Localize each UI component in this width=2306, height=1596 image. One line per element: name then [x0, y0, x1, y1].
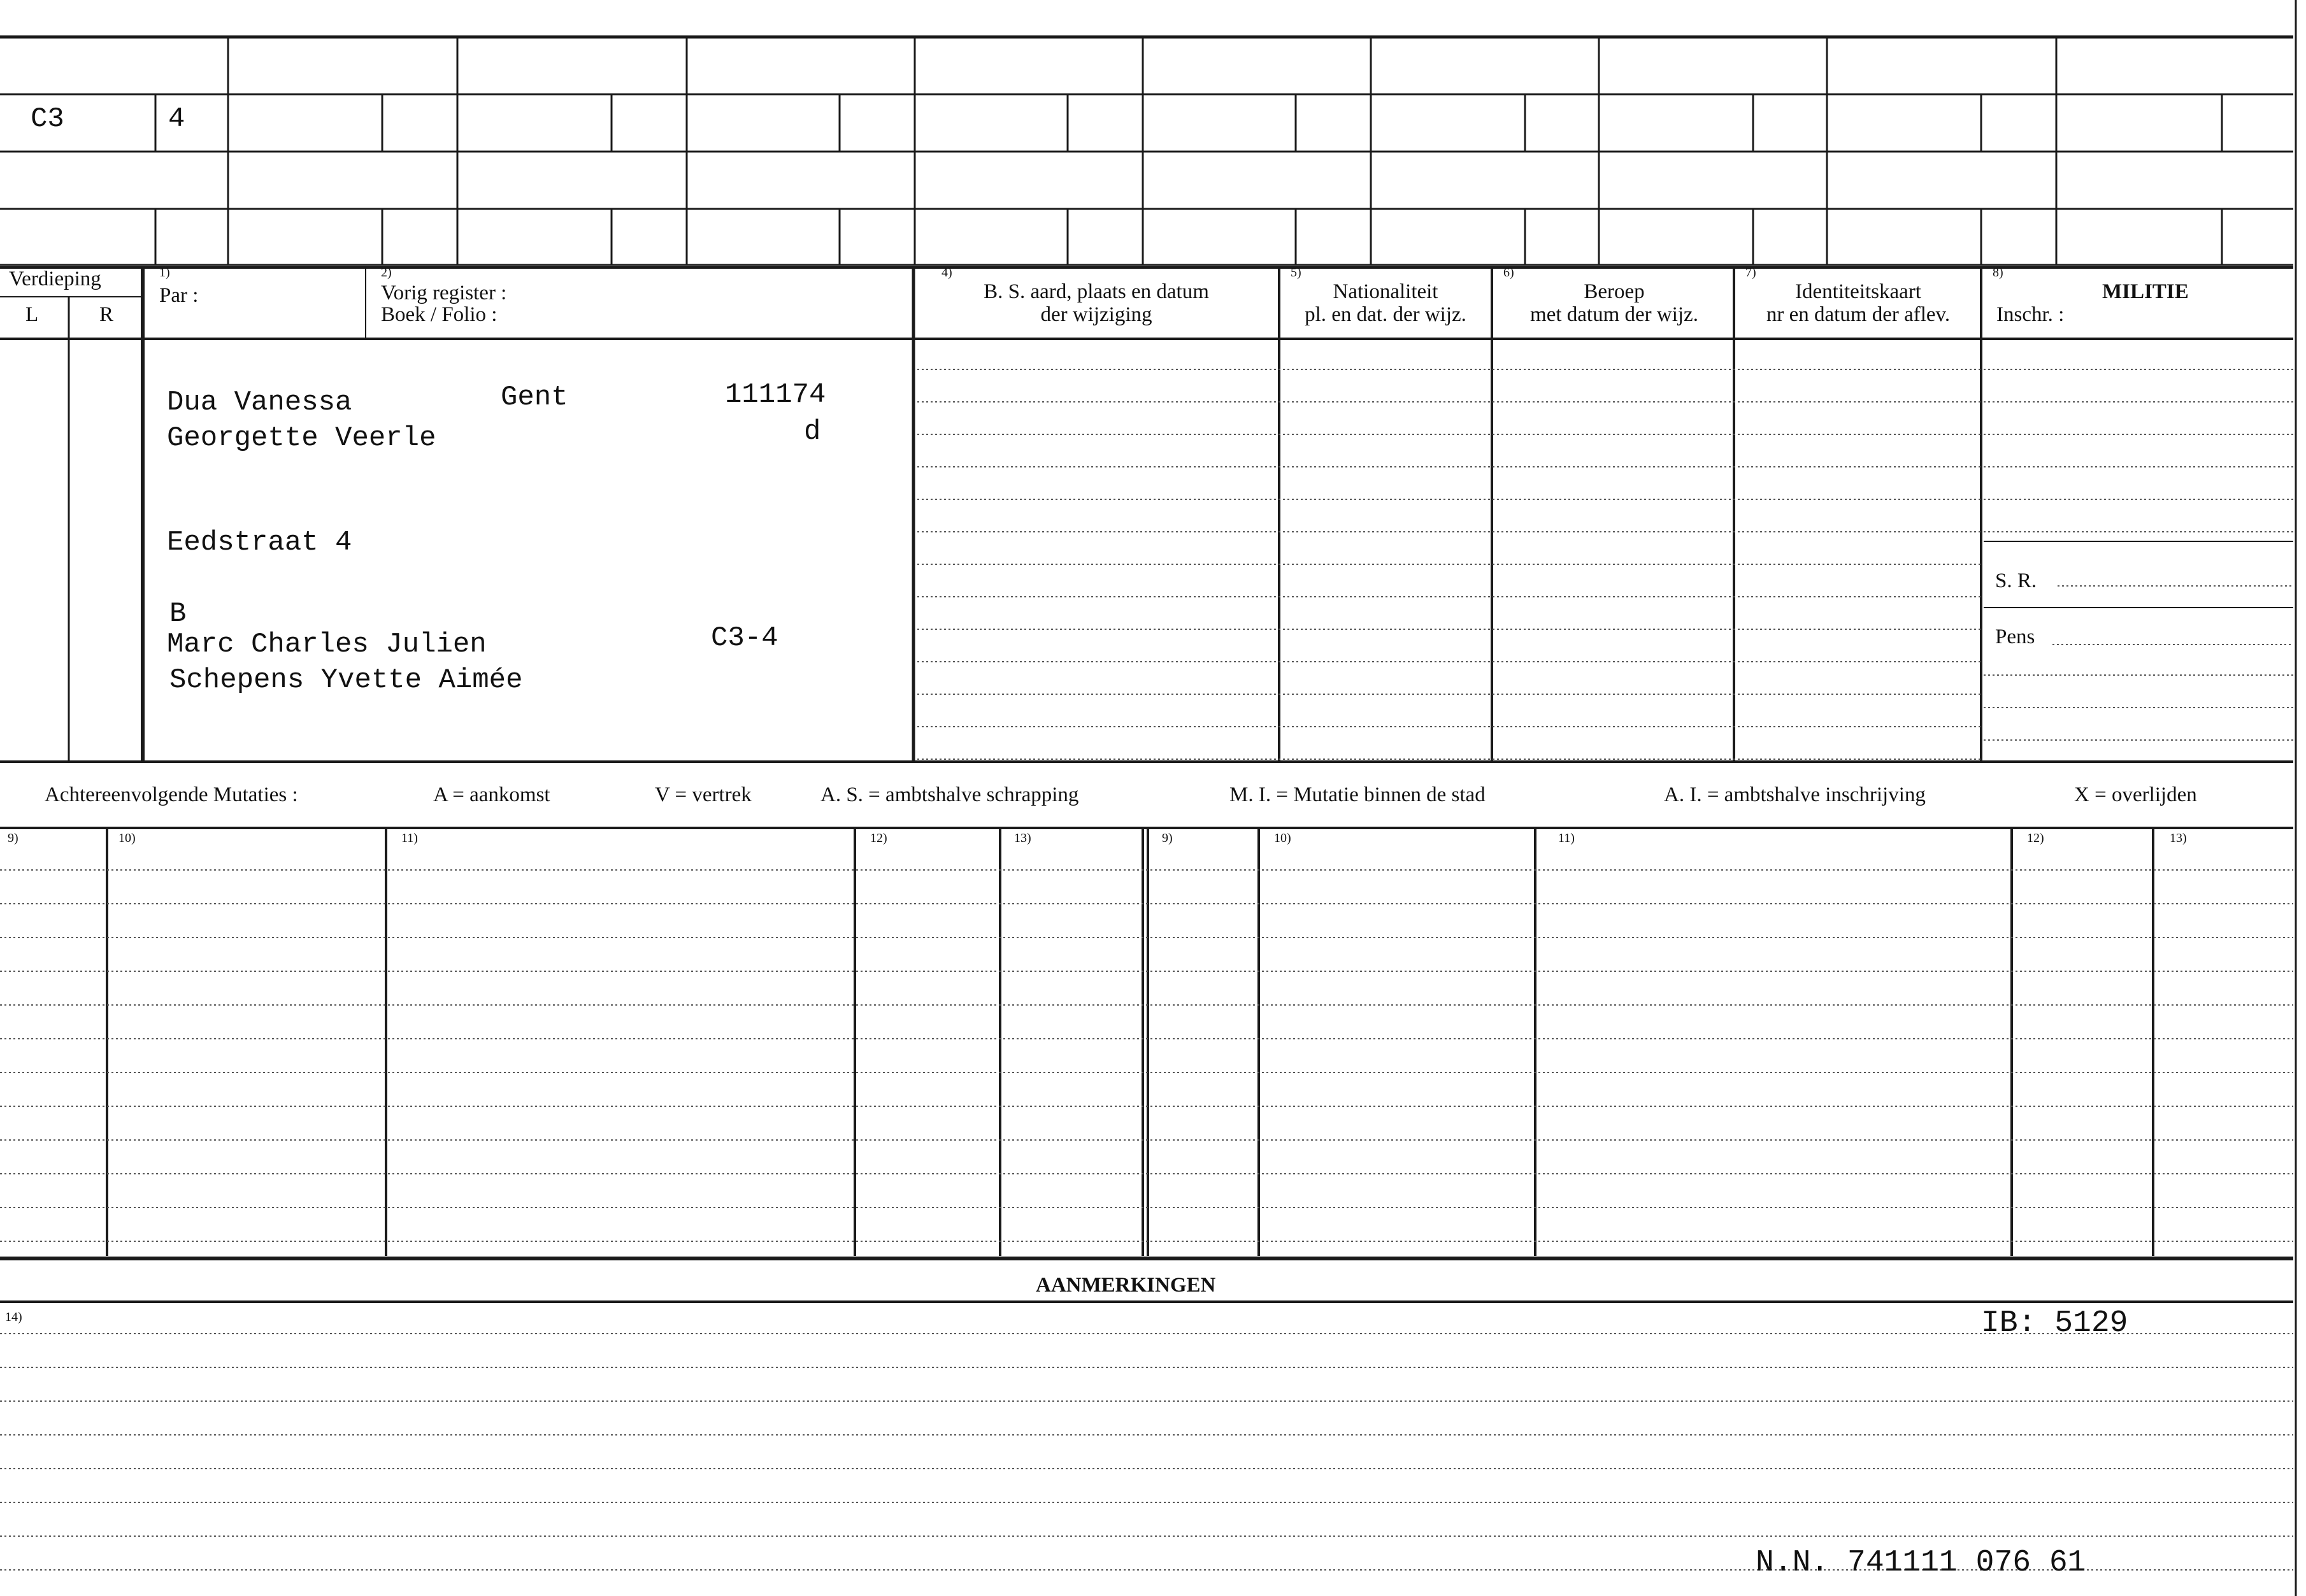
person-given-names: Georgette Veerle: [167, 422, 436, 454]
legend-mutatie-binnen-stad: M. I. = Mutatie binnen de stad: [1229, 783, 1486, 806]
person-sex: d: [804, 416, 821, 448]
footnote-1: 1): [159, 266, 170, 280]
legend-overlijden: X = overlijden: [2074, 783, 2197, 806]
ib-number: IB: 5129: [1981, 1306, 2128, 1341]
mutation-col-12: 12): [870, 831, 887, 845]
footnote-4: 4): [942, 266, 952, 280]
person-reference: C3-4: [711, 622, 778, 654]
militie-pens-label: Pens: [1995, 625, 2035, 648]
mutation-col-11b: 11): [1558, 831, 1575, 845]
legend-ambtshalve-inschrijving: A. I. = ambtshalve inschrijving: [1664, 783, 1926, 806]
person-mother: Schepens Yvette Aimée: [169, 664, 523, 696]
header-identiteitskaart-line1: Identiteitskaart: [1795, 280, 1921, 303]
mutation-col-9b: 9): [1162, 831, 1173, 845]
header-verdieping: Verdieping: [9, 267, 101, 290]
header-beroep-line1: Beroep: [1584, 280, 1645, 303]
person-name: Dua Vanessa: [167, 387, 352, 418]
legend-title: Achtereenvolgende Mutaties :: [45, 783, 298, 806]
person-birthplace: Gent: [501, 381, 568, 413]
house-number: 4: [168, 103, 185, 135]
legend-vertrek: V = vertrek: [655, 783, 752, 806]
footnote-2: 2): [381, 266, 392, 280]
militie-sr-label: S. R.: [1995, 569, 2037, 592]
mutation-col-13: 13): [1014, 831, 1031, 845]
legend-ambtshalve-schrapping: A. S. = ambtshalve schrapping: [820, 783, 1079, 806]
mutation-col-12b: 12): [2027, 831, 2044, 845]
national-number: N.N. 741111 076 61: [1756, 1546, 2086, 1580]
mutation-col-13b: 13): [2170, 831, 2187, 845]
mutation-col-10: 10): [118, 831, 136, 845]
header-beroep-line2: met datum der wijz.: [1530, 303, 1698, 326]
header-vorig-register: Vorig register :: [381, 281, 507, 304]
footnote-6: 6): [1503, 266, 1514, 280]
remarks-col-14: 14): [5, 1310, 22, 1324]
legend-aankomst: A = aankomst: [433, 783, 550, 806]
header-bs-line2: der wijziging: [1040, 303, 1152, 326]
footnote-7: 7): [1745, 266, 1756, 280]
person-marker: B: [169, 598, 187, 630]
header-nationaliteit-line1: Nationaliteit: [1333, 280, 1438, 303]
person-address: Eedstraat 4: [167, 527, 352, 559]
person-father: Marc Charles Julien: [167, 629, 487, 660]
header-identiteitskaart-line2: nr en datum der aflev.: [1766, 303, 1951, 326]
header-boek-folio: Boek / Folio :: [381, 303, 498, 326]
header-nationaliteit-line2: pl. en dat. der wijz.: [1305, 303, 1466, 326]
header-right: R: [99, 303, 114, 326]
header-bs-line1: B. S. aard, plaats en datum: [984, 280, 1209, 303]
footnote-8: 8): [1993, 266, 2003, 280]
header-left: L: [25, 303, 39, 326]
footnote-5: 5): [1291, 266, 1301, 280]
mutation-col-10b: 10): [1274, 831, 1291, 845]
mutation-col-11: 11): [401, 831, 418, 845]
mutation-col-9: 9): [8, 831, 18, 845]
header-militie: MILITIE: [2102, 280, 2189, 303]
header-par: Par :: [159, 284, 199, 307]
person-birthdate: 111174: [725, 379, 826, 411]
remarks-title: AANMERKINGEN: [1036, 1274, 1216, 1297]
building-code: C3: [31, 103, 64, 135]
header-inschr: Inschr. :: [1996, 303, 2065, 326]
